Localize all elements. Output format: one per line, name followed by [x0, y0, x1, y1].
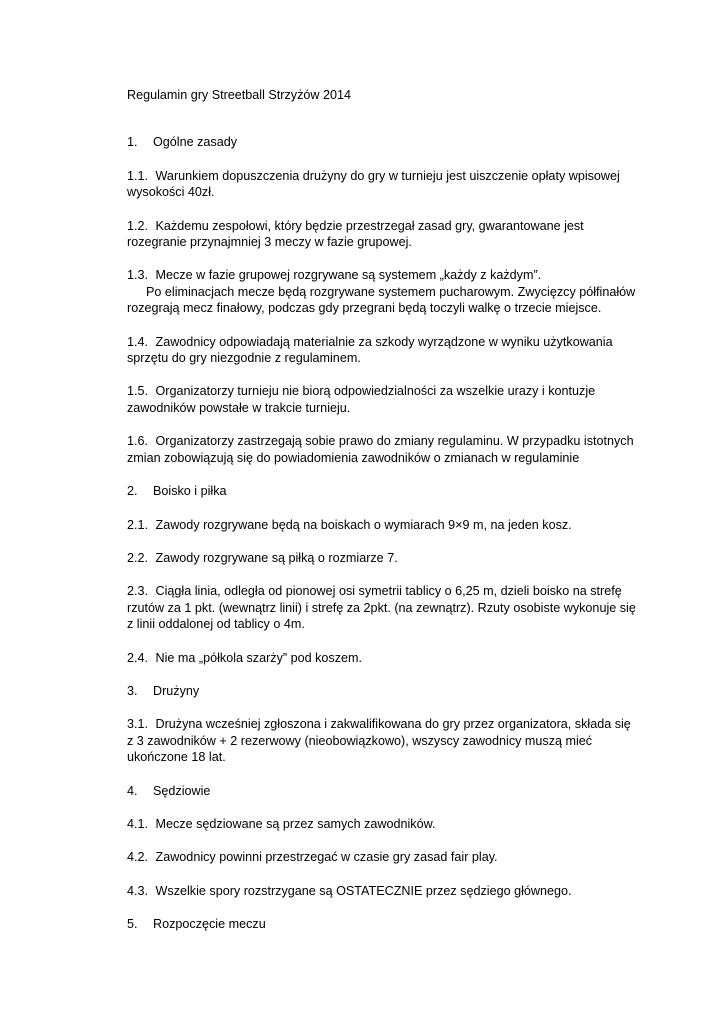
clause-number: 4.3. — [127, 883, 149, 898]
clause-number: 1.6. — [127, 434, 149, 449]
clause-number: 4.2. — [127, 850, 149, 865]
section-number: 2. — [127, 484, 138, 499]
clause-number: 1.3. — [127, 268, 149, 283]
section-heading — [127, 134, 639, 150]
section-title: Sędziowie — [153, 783, 211, 798]
clause-text: Wszelkie spory rozstrzygane są OSTATECZNIE przez sędziego głównego. — [155, 883, 572, 898]
clause-text: Każdemu zespołowi, który będzie przestrzegał zasad gry, gwarantowane jest rozegranie przynajmniej 3 meczy w fazie grupowej. — [127, 218, 584, 250]
clause-text: Nie ma „półkola szarży” pod koszem. — [155, 650, 362, 665]
section-heading — [127, 783, 639, 799]
clause — [127, 433, 639, 466]
clause-text: Zawody rozgrywane będą na boiskach o wymiarach 9×9 m, na jeden kosz. — [155, 517, 572, 532]
clause-continuation: Po eliminacjach mecze będą rozgrywane systemem pucharowym. Zwycięzcy półfinałów rozegrają mecz finałowy, podczas gdy przegrani będą toczyli walkę o trzecie miejsce. — [127, 284, 636, 316]
clause — [127, 218, 639, 251]
clause — [127, 816, 639, 832]
clause-text: Warunkiem dopuszczenia drużyny do gry w turnieju jest uiszczenie opłaty wpisowej wysokości 40zł. — [127, 168, 620, 200]
section-number: 5. — [127, 917, 138, 932]
section-title: Ogólne zasady — [153, 135, 238, 150]
section-number: 1. — [127, 135, 138, 150]
section-heading — [127, 916, 639, 932]
clause — [127, 334, 639, 367]
clause — [127, 650, 639, 666]
clause — [127, 168, 639, 201]
clause-text: Zawodnicy powinni przestrzegać w czasie gry zasad fair play. — [155, 850, 498, 865]
clause — [127, 383, 639, 416]
clause-text: Organizatorzy turnieju nie biorą odpowiedzialności za wszelkie urazy i kontuzje zawodników powstałe w trakcie turnieju. — [127, 384, 596, 415]
clause — [127, 883, 639, 899]
clause-number: 3.1. — [127, 717, 149, 732]
clause-number: 2.4. — [127, 650, 149, 665]
clause — [127, 550, 639, 566]
clause-number: 4.1. — [127, 816, 149, 831]
section-title: Boisko i piłka — [153, 484, 227, 499]
section-number: 3. — [127, 683, 138, 698]
clause-number: 1.4. — [127, 334, 149, 349]
clause-number: 1.2. — [127, 218, 149, 233]
document-title: Regulamin gry Streetball Strzyżów 2014 — [127, 88, 351, 102]
clause-text: Ciągła linia, odległa od pionowej osi symetrii tablicy o 6,25 m, dzieli boisko na strefę rzutów za 1 pkt. (wewnątrz linii) i strefę za 2pkt. (na zewnątrz). Rzuty osobiste wykonuje się z linii oddalonej od tablicy o 4m. — [127, 584, 636, 632]
section-number: 4. — [127, 783, 138, 798]
section-title: Drużyny — [153, 683, 200, 698]
clause-text: Zawodnicy odpowiadają materialnie za szkody wyrządzone w wyniku użytkowania sprzętu do gry niezgodnie z regulaminem. — [127, 334, 613, 366]
clause — [127, 267, 639, 316]
clause-number: 2.3. — [127, 584, 149, 599]
clause — [127, 849, 639, 865]
clause-text: Mecze sędziowane są przez samych zawodników. — [155, 816, 436, 831]
clause — [127, 716, 639, 765]
clause — [127, 583, 639, 632]
clause — [127, 517, 639, 533]
clause-number: 2.2. — [127, 550, 149, 565]
clause-text: Mecze w fazie grupowej rozgrywane są systemem „każdy z każdym”. — [155, 268, 542, 283]
clause-number: 1.5. — [127, 384, 149, 399]
clause-text: Drużyna wcześniej zgłoszona i zakwalifikowana do gry przez organizatora, składa się z 3 zawodników + 2 rezerwowy (nieobowiązkowo), wszyscy zawodnicy muszą mieć ukończone 18 lat. — [127, 717, 631, 765]
section-title: Rozpoczęcie meczu — [153, 917, 266, 932]
clause-text: Organizatorzy zastrzegają sobie prawo do zmiany regulaminu. W przypadku istotnych zmian zobowiązują się do powiadomienia zawodników o zmianach w regulaminie — [127, 434, 634, 465]
clause-number: 2.1. — [127, 517, 149, 532]
section-heading — [127, 683, 639, 699]
clause-number: 1.1. — [127, 168, 149, 183]
document-body — [127, 87, 639, 950]
section-heading — [127, 483, 639, 499]
clause-text: Zawody rozgrywane są piłką o rozmiarze 7. — [155, 550, 398, 565]
